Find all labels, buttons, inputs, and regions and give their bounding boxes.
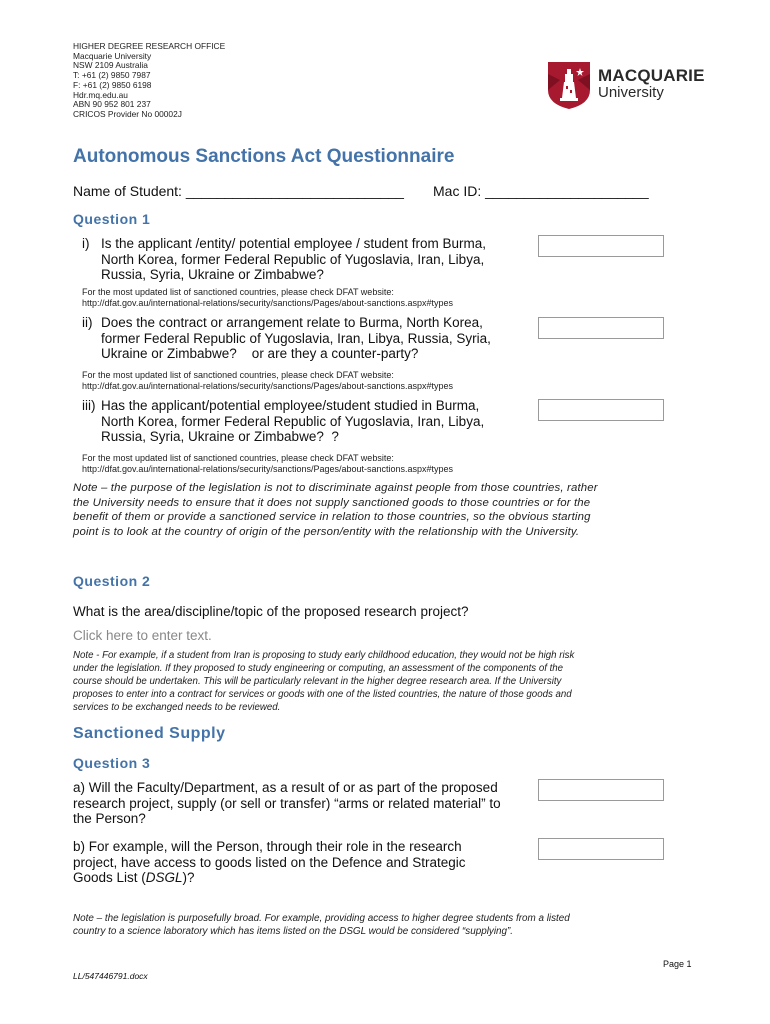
question-line: project, have access to goods listed on the Defence and Strategic: [73, 854, 466, 870]
question-line: Does the contract or arrangement relate to Burma, North Korea,: [101, 315, 483, 330]
address-line: F: +61 (2) 9850 6198: [73, 79, 152, 90]
question-1-iii-answer-box[interactable]: [538, 399, 664, 421]
question-line: Russia, Syria, Ukraine or Zimbabwe?: [101, 267, 324, 283]
question-3-heading: Question 3: [73, 755, 151, 771]
question-line: Ukraine or Zimbabwe? or are they a counter-party?: [101, 346, 419, 362]
question-line: a) Will the Faculty/Department, as a result of or as part of the proposed: [73, 780, 498, 795]
address-line: HIGHER DEGREE RESEARCH OFFICE: [73, 41, 226, 51]
dfat-link[interactable]: http://dfat.gov.au/international-relations/security/sanctions/Pages/about-sanctions.aspx#types: [82, 381, 454, 391]
text-fragment: Goods List (: [73, 870, 146, 886]
dfat-note: [82, 370, 453, 392]
sanctioned-supply-heading: Sanctioned Supply: [73, 725, 226, 742]
student-name-field[interactable]: Name of Student: ____________________________: [73, 183, 404, 199]
question-1-i-answer-box[interactable]: [538, 235, 664, 257]
question-3a-text: [73, 780, 528, 827]
question-1-i-text: [101, 236, 526, 283]
question-line: [73, 870, 528, 886]
question-3b-answer-box[interactable]: [538, 838, 664, 860]
research-topic-input[interactable]: Click here to enter text.: [73, 628, 212, 643]
question-line: North Korea, former Federal Republic of Yugoslavia, Iran, Libya,: [101, 251, 485, 267]
question-line: Is the applicant /entity/ potential employee / student from Burma,: [101, 236, 486, 251]
note-line: the University needs to ensure that it does not supply sanctioned goods to those countries or for the: [73, 496, 591, 509]
note-line: country to a science laboratory which has items listed on the DSGL would be considered “supplying”.: [73, 926, 514, 937]
note-line: point is to look at the country of origin of the person/entity with the relationship with the University.: [73, 526, 580, 539]
question-line: Has the applicant/potential employee/student studied in Burma,: [101, 398, 480, 413]
document-reference: LL/547446791.docx: [73, 971, 148, 981]
note-line: benefit of them or provide a sanctioned service in relation to those countries, so the obvious starting: [73, 511, 591, 524]
text-fragment: )?: [182, 870, 195, 886]
question-3b-text: [73, 839, 528, 886]
dfat-note-line: For the most updated list of sanctioned countries, please check DFAT website:: [82, 453, 394, 463]
question-line: research project, supply (or sell or transfer) “arms or related material” to: [73, 795, 501, 811]
lighthouse-shield-icon: [546, 60, 592, 110]
question-1-i-number: i): [82, 236, 90, 251]
page-title: Autonomous Sanctions Act Questionnaire: [73, 146, 455, 167]
question-1-heading: Question 1: [73, 211, 151, 227]
question-2-heading: Question 2: [73, 573, 151, 589]
note-line: Note – the purpose of the legislation is not to discriminate against people from those countries, rather: [73, 482, 598, 494]
question-line: b) For example, will the Person, through their role in the research: [73, 839, 462, 854]
question-2-note: [73, 650, 574, 715]
dfat-note: [82, 453, 453, 475]
note-line: Note - For example, if a student from Iran is proposing to study early childhood education, they would not be high risk: [73, 650, 575, 661]
dfat-note-line: For the most updated list of sanctioned countries, please check DFAT website:: [82, 287, 394, 297]
question-line: former Federal Republic of Yugoslavia, Iran, Libya, Russia, Syria,: [101, 330, 491, 346]
note-line: course should be undertaken. This will be particularly relevant in the higher degree research area. If the University: [73, 675, 562, 687]
question-1-ii-answer-box[interactable]: [538, 317, 664, 339]
note-line: under the legislation. If they proposed to study engineering or computing, an assessment of the components of the: [73, 662, 564, 674]
dfat-link[interactable]: http://dfat.gov.au/international-relations/security/sanctions/Pages/about-sanctions.aspx#types: [82, 464, 454, 474]
question-1-iii-number: iii): [82, 398, 96, 413]
dfat-note: [82, 287, 453, 309]
logo-wordmark-university: University: [598, 84, 664, 101]
address-line: T: +61 (2) 9850 7987: [73, 70, 151, 81]
question-3a-answer-box[interactable]: [538, 779, 664, 801]
page-number: Page 1: [663, 959, 692, 969]
logo-wordmark-macquarie: MACQUARIE: [598, 66, 705, 85]
question-1-ii-text: [101, 315, 526, 362]
dfat-link[interactable]: http://dfat.gov.au/international-relations/security/sanctions/Pages/about-sanctions.aspx#types: [82, 298, 454, 308]
note-line: Note – the legislation is purposefully broad. For example, providing access to higher degree students from a listed: [73, 913, 570, 924]
address-line: Hdr.mq.edu.au: [73, 89, 128, 100]
question-1-iii-text: [101, 398, 526, 445]
dsgl-term: DSGL: [145, 870, 183, 886]
address-line: CRICOS Provider No 00002J: [73, 108, 182, 119]
question-line: Russia, Syria, Ukraine or Zimbabwe? ?: [101, 429, 339, 445]
address-line: ABN 90 952 801 237: [73, 99, 151, 110]
address-line: NSW 2109 Australia: [73, 60, 148, 71]
address-line: Macquarie University: [73, 50, 152, 61]
question-1-note: [73, 481, 598, 540]
office-address: [73, 42, 225, 120]
question-line: North Korea, former Federal Republic of Yugoslavia, Iran, Libya,: [101, 413, 485, 429]
university-logo: [546, 60, 706, 110]
question-line: the Person?: [73, 811, 146, 827]
note-line: proposes to enter into a contract for services or goods with one of the listed countries, the nature of those goods and: [73, 688, 572, 700]
question-2-text: What is the area/discipline/topic of the proposed research project?: [73, 604, 469, 619]
note-line: services to be exchanged needs to be reviewed.: [73, 701, 281, 713]
question-1-ii-number: ii): [82, 315, 93, 330]
mac-id-field[interactable]: Mac ID: _____________________: [433, 183, 649, 199]
question-3-note: [73, 912, 570, 938]
dfat-note-line: For the most updated list of sanctioned countries, please check DFAT website:: [82, 370, 394, 380]
